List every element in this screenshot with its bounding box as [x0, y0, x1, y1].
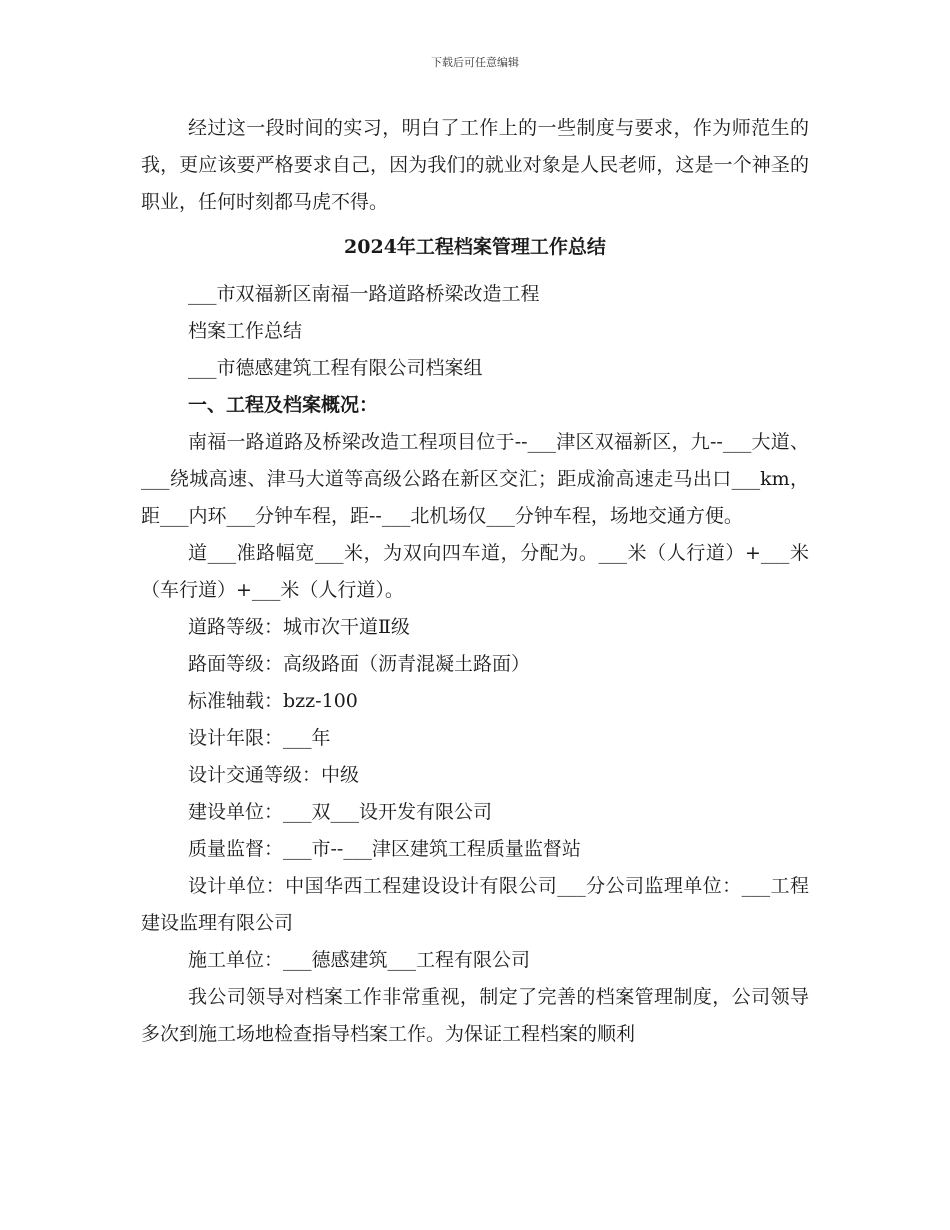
- document-title: 2024年工程档案管理工作总结: [344, 236, 606, 258]
- intro-paragraph: 经过这一段时间的实习，明白了工作上的一些制度与要求，作为师范生的我，更应该要严格要求自己，因为我们的就业对象是人民老师，这是一个神圣的职业，任何时刻都马虎不得。: [141, 117, 809, 213]
- section1-heading: 一、工程及档案概况：: [188, 394, 379, 416]
- axle-load-line: 标准轴载：bzz-100: [188, 690, 358, 712]
- quality-supervision-line: 质量监督：___市--___津区建筑工程质量监督站: [188, 838, 581, 860]
- road-grade-line: 道路等级：城市次干道Ⅱ级: [188, 616, 410, 638]
- surface-grade-line: 路面等级：高级路面（沥青混凝土路面）: [188, 653, 531, 675]
- design-unit-paragraph: 设计单位：中国华西工程建设设计有限公司___分公司监理单位：___工程建设监理有限公司: [141, 875, 809, 934]
- construction-unit-line: 施工单位：___德感建筑___工程有限公司: [188, 949, 531, 971]
- location-paragraph: 南福一路道路及桥梁改造工程项目位于--___津区双福新区，九--___大道、___绕城高速、津马大道等高级公路在新区交汇；距成渝高速走马出口___km，距___内环___分钟车程，距--___北机场仅___分钟车程，场地交通方便。: [141, 431, 809, 527]
- project-name-line: ___市双福新区南福一路道路桥梁改造工程: [188, 283, 540, 305]
- header-note: 下载后可任意编辑: [431, 56, 519, 69]
- design-life-line: 设计年限：___年: [188, 727, 331, 749]
- company-line: ___市德感建筑工程有限公司档案组: [188, 357, 483, 379]
- builder-line: 建设单位：___双___设开发有限公司: [188, 801, 493, 823]
- closing-paragraph: 我公司领导对档案工作非常重视，制定了完善的档案管理制度，公司领导多次到施工场地检查指导档案工作。为保证工程档案的顺利: [141, 986, 809, 1045]
- document-body: [141, 110, 809, 1053]
- summary-label-line: 档案工作总结: [188, 320, 303, 342]
- width-paragraph: 道___准路幅宽___米，为双向四车道，分配为。___米（人行道）+___米（车行道）+___米（人行道）。: [141, 542, 809, 601]
- traffic-grade-line: 设计交通等级：中级: [188, 764, 360, 786]
